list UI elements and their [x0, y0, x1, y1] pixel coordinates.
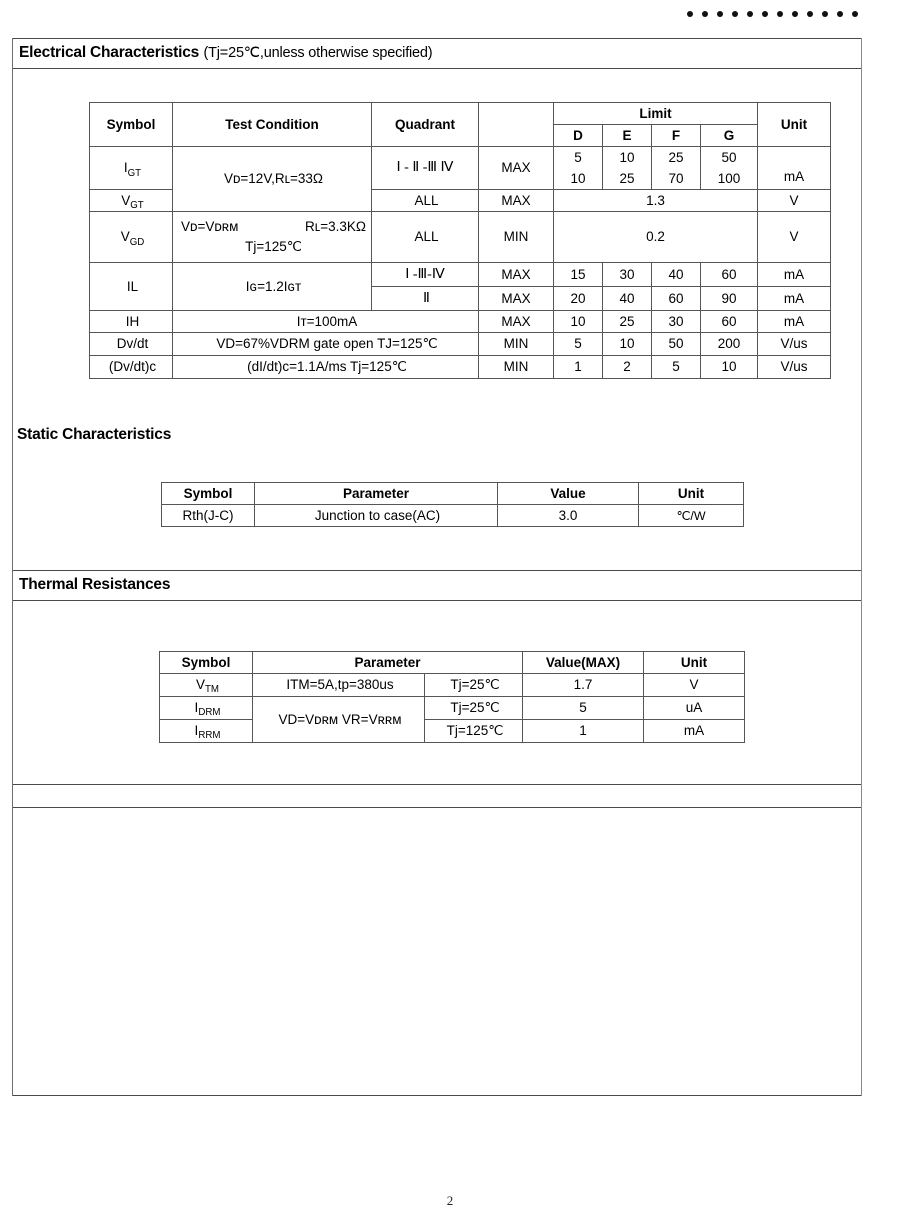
cell-limit-f: 5 — [652, 355, 701, 378]
static-characteristics-table-container — [13, 444, 861, 527]
col-header-limit-f: F — [652, 124, 701, 146]
cell-limit-e: 10 — [603, 146, 652, 168]
cell-limit-f: 40 — [652, 262, 701, 286]
col-header-value-max: Value(MAX) — [523, 651, 644, 673]
cell-value-rth: 3.0 — [498, 504, 639, 526]
symbol-subscript: TM — [204, 684, 220, 696]
static-characteristics-table — [161, 482, 744, 527]
decorative-dot — [837, 11, 843, 17]
symbol-subscript: RRM — [198, 730, 221, 742]
symbol-text: I — [194, 723, 199, 739]
table-row — [162, 504, 744, 526]
symbol-text: I — [194, 700, 199, 716]
cell-limit-d: 20 — [554, 286, 603, 310]
cell-test-condition-dvdtc: (dI/dt)c=1.1A/ms Tj=125℃ — [173, 355, 479, 378]
cell-test-condition-ih: Iᴛ=100mA — [173, 310, 479, 332]
cell-value-vgd: 0.2 — [554, 211, 758, 262]
col-header-parameter: Parameter — [253, 651, 523, 673]
section-note-electrical: (Tj=25℃,unless otherwise specified) — [203, 45, 433, 61]
table-header-row — [162, 482, 744, 504]
section-header-static-characteristics: Static Characteristics — [17, 425, 172, 443]
thermal-resistances-table — [159, 651, 745, 743]
cell-limit-e: 10 — [603, 332, 652, 355]
cell-quadrant-vgd: ALL — [372, 211, 479, 262]
decorative-dot — [792, 11, 798, 17]
cell-limit-g: 60 — [701, 310, 758, 332]
cell-unit-irrm: mA — [644, 719, 745, 742]
decorative-dot — [852, 11, 858, 17]
cell-limit-d: 15 — [554, 262, 603, 286]
cell-unit-ih: mA — [758, 310, 831, 332]
table-row — [90, 211, 831, 262]
cell-limit-e: 25 — [603, 168, 652, 190]
symbol-text: V — [121, 192, 131, 208]
col-header-limit-d: D — [554, 124, 603, 146]
section-title-electrical: Electrical Characteristics — [19, 44, 200, 61]
cell-quadrant-vgt: ALL — [372, 189, 479, 211]
cell-minmax-il-2: MAX — [479, 286, 554, 310]
cell-symbol-igt — [90, 146, 173, 189]
cell-unit-vgd: V — [758, 211, 831, 262]
cell-value-idrm: 5 — [523, 696, 644, 719]
symbol-subscript: GD — [129, 236, 145, 248]
col-header-limit-e: E — [603, 124, 652, 146]
col-header-parameter: Parameter — [255, 482, 498, 504]
symbol-text: I — [123, 160, 128, 176]
cell-limit-e: 40 — [603, 286, 652, 310]
cell-parameter-vtm: ITM=5A,tp=380us — [253, 673, 425, 696]
empty-content-area — [13, 808, 861, 1095]
col-header-value: Value — [498, 482, 639, 504]
cell-condition-vtm: Tj=25℃ — [425, 673, 523, 696]
cell-condition-irrm: Tj=125℃ — [425, 719, 523, 742]
cell-minmax-igt: MAX — [479, 146, 554, 189]
cell-symbol-il: IL — [90, 262, 173, 310]
cell-limit-d: 5 — [554, 332, 603, 355]
decorative-dot — [702, 11, 708, 17]
col-header-symbol: Symbol — [162, 482, 255, 504]
cell-limit-g: 60 — [701, 262, 758, 286]
spacer — [13, 743, 861, 784]
cell-minmax-vgt: MAX — [479, 189, 554, 211]
cell-symbol-vgt — [90, 189, 173, 211]
section-header-empty-band — [13, 784, 861, 808]
col-header-unit: Unit — [758, 102, 831, 146]
table-row — [160, 696, 745, 719]
decorative-dot — [822, 11, 828, 17]
col-header-symbol: Symbol — [160, 651, 253, 673]
table-header-row-top — [90, 102, 831, 124]
cell-limit-d: 5 — [554, 146, 603, 168]
cell-limit-g: 90 — [701, 286, 758, 310]
cell-limit-g: 200 — [701, 332, 758, 355]
col-header-minmax — [479, 102, 554, 146]
test-condition-line2: Tj=125℃ — [245, 238, 302, 254]
cell-symbol-irrm — [160, 719, 253, 742]
cell-minmax-il-1: MAX — [479, 262, 554, 286]
cell-quadrant-il-2: Ⅱ — [372, 286, 479, 310]
col-header-quadrant: Quadrant — [372, 102, 479, 146]
page-frame-bottom-rule — [13, 1095, 861, 1096]
cell-limit-e: 30 — [603, 262, 652, 286]
table-header-row — [160, 651, 745, 673]
decorative-dot — [687, 11, 693, 17]
cell-test-condition-il: Iɢ=1.2Iɢᴛ — [173, 262, 372, 310]
symbol-subscript: GT — [130, 200, 144, 212]
test-condition-line1-right: Rʟ=3.3KΩ — [305, 218, 366, 234]
cell-symbol-vgd — [90, 211, 173, 262]
cell-test-condition-igt: Vᴅ=12V,Rʟ=33Ω — [173, 146, 372, 211]
cell-symbol-rth: Rth(J-C) — [162, 504, 255, 526]
decorative-dot — [717, 11, 723, 17]
cell-limit-f: 70 — [652, 168, 701, 190]
cell-parameter-rth: Junction to case(AC) — [255, 504, 498, 526]
col-header-limit: Limit — [554, 102, 758, 124]
cell-unit-il-2: mA — [758, 286, 831, 310]
datasheet-page-frame — [12, 38, 862, 1096]
cell-symbol-vtm — [160, 673, 253, 696]
table-row — [160, 719, 745, 742]
cell-limit-g: 10 — [701, 355, 758, 378]
table-row — [90, 146, 831, 168]
section-header-electrical-characteristics — [13, 38, 861, 69]
cell-quadrant-igt: Ⅰ - Ⅱ -Ⅲ Ⅳ — [372, 146, 479, 189]
col-header-unit: Unit — [644, 651, 745, 673]
table-row — [160, 673, 745, 696]
cell-minmax-dvdtc: MIN — [479, 355, 554, 378]
cell-limit-f: 30 — [652, 310, 701, 332]
cell-value-vgt: 1.3 — [554, 189, 758, 211]
cell-limit-f: 60 — [652, 286, 701, 310]
cell-test-condition-dvdt: VD=67%VDRM gate open TJ=125℃ — [173, 332, 479, 355]
cell-unit-dvdtc: V/us — [758, 355, 831, 378]
cell-unit-il-1: mA — [758, 262, 831, 286]
decorative-dot — [777, 11, 783, 17]
electrical-characteristics-table-container — [13, 69, 861, 379]
table-row — [90, 355, 831, 378]
col-header-limit-g: G — [701, 124, 758, 146]
cell-limit-g: 100 — [701, 168, 758, 190]
decorative-dot — [762, 11, 768, 17]
cell-unit-dvdt: V/us — [758, 332, 831, 355]
decorative-dot — [732, 11, 738, 17]
table-row — [90, 332, 831, 355]
cell-limit-d: 1 — [554, 355, 603, 378]
cell-limit-e: 25 — [603, 310, 652, 332]
cell-unit-vgt: V — [758, 189, 831, 211]
section-header-thermal-resistances — [13, 570, 861, 601]
page-number: 2 — [446, 1193, 454, 1208]
cell-quadrant-il-1: Ⅰ -Ⅲ-Ⅳ — [372, 262, 479, 286]
col-header-symbol: Symbol — [90, 102, 173, 146]
cell-condition-idrm: Tj=25℃ — [425, 696, 523, 719]
decorative-dot — [747, 11, 753, 17]
decorative-dot — [807, 11, 813, 17]
cell-unit-vtm: V — [644, 673, 745, 696]
cell-symbol-dvdtc: (Dv/dt)c — [90, 355, 173, 378]
cell-minmax-vgd: MIN — [479, 211, 554, 262]
table-row — [90, 262, 831, 286]
section-title-thermal: Thermal Resistances — [19, 575, 171, 593]
cell-limit-d: 10 — [554, 310, 603, 332]
cell-minmax-dvdt: MIN — [479, 332, 554, 355]
decorative-dot-strip — [687, 11, 858, 17]
cell-test-condition-vgd — [173, 211, 372, 262]
electrical-characteristics-table — [89, 102, 831, 379]
symbol-subscript: GT — [127, 167, 142, 179]
table-row — [90, 310, 831, 332]
symbol-subscript: DRM — [198, 707, 221, 719]
col-header-unit: Unit — [639, 482, 744, 504]
cell-value-irrm: 1 — [523, 719, 644, 742]
cell-limit-f: 50 — [652, 332, 701, 355]
cell-limit-e: 2 — [603, 355, 652, 378]
cell-unit-rth: ℃/W — [639, 504, 744, 526]
cell-limit-d: 10 — [554, 168, 603, 190]
cell-minmax-ih: MAX — [479, 310, 554, 332]
symbol-text: V — [120, 229, 130, 245]
symbol-text: V — [195, 677, 205, 693]
cell-symbol-dvdt: Dv/dt — [90, 332, 173, 355]
cell-value-vtm: 1.7 — [523, 673, 644, 696]
cell-parameter-idrm-irrm: VD=Vᴅʀᴍ VR=Vʀʀᴍ — [253, 696, 425, 742]
thermal-resistances-table-container — [13, 601, 861, 743]
cell-symbol-ih: IH — [90, 310, 173, 332]
col-header-test-condition: Test Condition — [173, 102, 372, 146]
spacer — [13, 527, 861, 570]
cell-unit-igt: mA — [758, 146, 831, 189]
cell-limit-f: 25 — [652, 146, 701, 168]
cell-symbol-idrm — [160, 696, 253, 719]
cell-limit-g: 50 — [701, 146, 758, 168]
cell-unit-idrm: uA — [644, 696, 745, 719]
test-condition-line1-left: Vᴅ=Vᴅʀᴍ — [181, 218, 239, 234]
spacer — [13, 379, 861, 418]
